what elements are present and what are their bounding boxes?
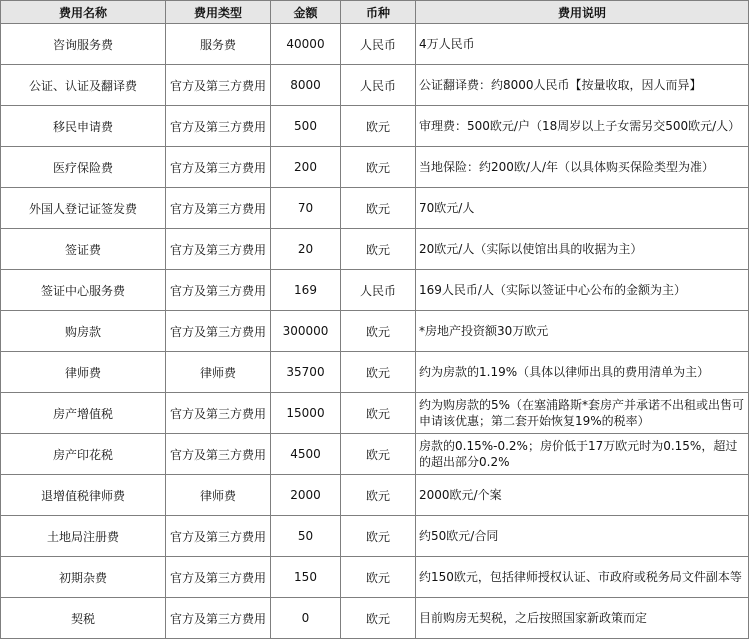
currency-cell: 欧元 (341, 557, 416, 598)
table-row (1, 65, 749, 106)
currency-cell: 欧元 (341, 475, 416, 516)
amount-cell: 15000 (271, 393, 341, 434)
amount-cell: 0 (271, 598, 341, 639)
amount-cell: 500 (271, 106, 341, 147)
currency-cell: 人民币 (341, 24, 416, 65)
description-cell: 约为房款的1.19%（具体以律师出具的费用清单为主） (416, 352, 749, 393)
amount-cell: 4500 (271, 434, 341, 475)
fee-name-cell: 公证、认证及翻译费 (1, 65, 166, 106)
header-amount: 金额 (271, 1, 341, 24)
fee-type-cell: 律师费 (166, 475, 271, 516)
table-row (1, 270, 749, 311)
description-cell: 约为购房款的5%（在塞浦路斯*套房产并承诺不出租或出售可申请该优惠；第二套开始恢复19%的税率） (416, 393, 749, 434)
description-cell: 20欧元/人（实际以使馆出具的收据为主） (416, 229, 749, 270)
fee-name-cell: 契税 (1, 598, 166, 639)
fee-name-cell: 房产印花税 (1, 434, 166, 475)
header-currency: 币种 (341, 1, 416, 24)
description-cell: 70欧元/人 (416, 188, 749, 229)
table-row (1, 229, 749, 270)
fee-type-cell: 官方及第三方费用 (166, 65, 271, 106)
header-fee-type: 费用类型 (166, 1, 271, 24)
table-row (1, 352, 749, 393)
currency-cell: 欧元 (341, 516, 416, 557)
fee-type-cell: 服务费 (166, 24, 271, 65)
amount-cell: 8000 (271, 65, 341, 106)
fee-type-cell: 官方及第三方费用 (166, 311, 271, 352)
description-cell: 169人民币/人（实际以签证中心公布的金额为主） (416, 270, 749, 311)
fee-name-cell: 退增值税律师费 (1, 475, 166, 516)
fee-name-cell: 签证费 (1, 229, 166, 270)
table-row (1, 147, 749, 188)
fee-name-cell: 外国人登记证签发费 (1, 188, 166, 229)
table-row (1, 557, 749, 598)
table-row (1, 393, 749, 434)
fee-type-cell: 官方及第三方费用 (166, 106, 271, 147)
fee-name-cell: 签证中心服务费 (1, 270, 166, 311)
currency-cell: 欧元 (341, 598, 416, 639)
currency-cell: 欧元 (341, 106, 416, 147)
fee-type-cell: 官方及第三方费用 (166, 434, 271, 475)
amount-cell: 35700 (271, 352, 341, 393)
description-cell: 公证翻译费：约8000人民币【按量收取，因人而异】 (416, 65, 749, 106)
amount-cell: 200 (271, 147, 341, 188)
table-row (1, 24, 749, 65)
fee-type-cell: 官方及第三方费用 (166, 147, 271, 188)
fee-type-cell: 官方及第三方费用 (166, 188, 271, 229)
header-description: 费用说明 (416, 1, 749, 24)
description-cell: 约50欧元/合同 (416, 516, 749, 557)
fee-name-cell: 咨询服务费 (1, 24, 166, 65)
fee-type-cell: 官方及第三方费用 (166, 598, 271, 639)
table-row (1, 475, 749, 516)
currency-cell: 欧元 (341, 229, 416, 270)
fee-type-cell: 律师费 (166, 352, 271, 393)
currency-cell: 人民币 (341, 270, 416, 311)
fee-type-cell: 官方及第三方费用 (166, 393, 271, 434)
currency-cell: 欧元 (341, 188, 416, 229)
table-row (1, 188, 749, 229)
table-row (1, 598, 749, 639)
header-fee-name: 费用名称 (1, 1, 166, 24)
fee-type-cell: 官方及第三方费用 (166, 229, 271, 270)
amount-cell: 40000 (271, 24, 341, 65)
currency-cell: 人民币 (341, 65, 416, 106)
currency-cell: 欧元 (341, 352, 416, 393)
fee-name-cell: 房产增值税 (1, 393, 166, 434)
description-cell: 约150欧元，包括律师授权认证、市政府或税务局文件副本等 (416, 557, 749, 598)
description-cell: 4万人民币 (416, 24, 749, 65)
fee-name-cell: 土地局注册费 (1, 516, 166, 557)
currency-cell: 欧元 (341, 393, 416, 434)
table-row (1, 516, 749, 557)
amount-cell: 300000 (271, 311, 341, 352)
description-cell: *房地产投资额30万欧元 (416, 311, 749, 352)
table-row (1, 106, 749, 147)
fee-name-cell: 购房款 (1, 311, 166, 352)
description-cell: 房款的0.15%-0.2%；房价低于17万欧元时为0.15%，超过的超出部分0.2% (416, 434, 749, 475)
fee-name-cell: 律师费 (1, 352, 166, 393)
fee-name-cell: 移民申请费 (1, 106, 166, 147)
amount-cell: 70 (271, 188, 341, 229)
description-cell: 审理费：500欧元/户（18周岁以上子女需另交500欧元/人） (416, 106, 749, 147)
table-row (1, 434, 749, 475)
fee-type-cell: 官方及第三方费用 (166, 270, 271, 311)
fee-type-cell: 官方及第三方费用 (166, 516, 271, 557)
amount-cell: 150 (271, 557, 341, 598)
amount-cell: 50 (271, 516, 341, 557)
amount-cell: 20 (271, 229, 341, 270)
header-row (1, 1, 749, 24)
fee-type-cell: 官方及第三方费用 (166, 557, 271, 598)
amount-cell: 169 (271, 270, 341, 311)
table-row (1, 311, 749, 352)
currency-cell: 欧元 (341, 434, 416, 475)
description-cell: 当地保险：约200欧/人/年（以具体购买保险类型为准） (416, 147, 749, 188)
description-cell: 目前购房无契税，之后按照国家新政策而定 (416, 598, 749, 639)
description-cell: 2000欧元/个案 (416, 475, 749, 516)
fee-name-cell: 医疗保险费 (1, 147, 166, 188)
currency-cell: 欧元 (341, 147, 416, 188)
amount-cell: 2000 (271, 475, 341, 516)
currency-cell: 欧元 (341, 311, 416, 352)
fee-name-cell: 初期杂费 (1, 557, 166, 598)
